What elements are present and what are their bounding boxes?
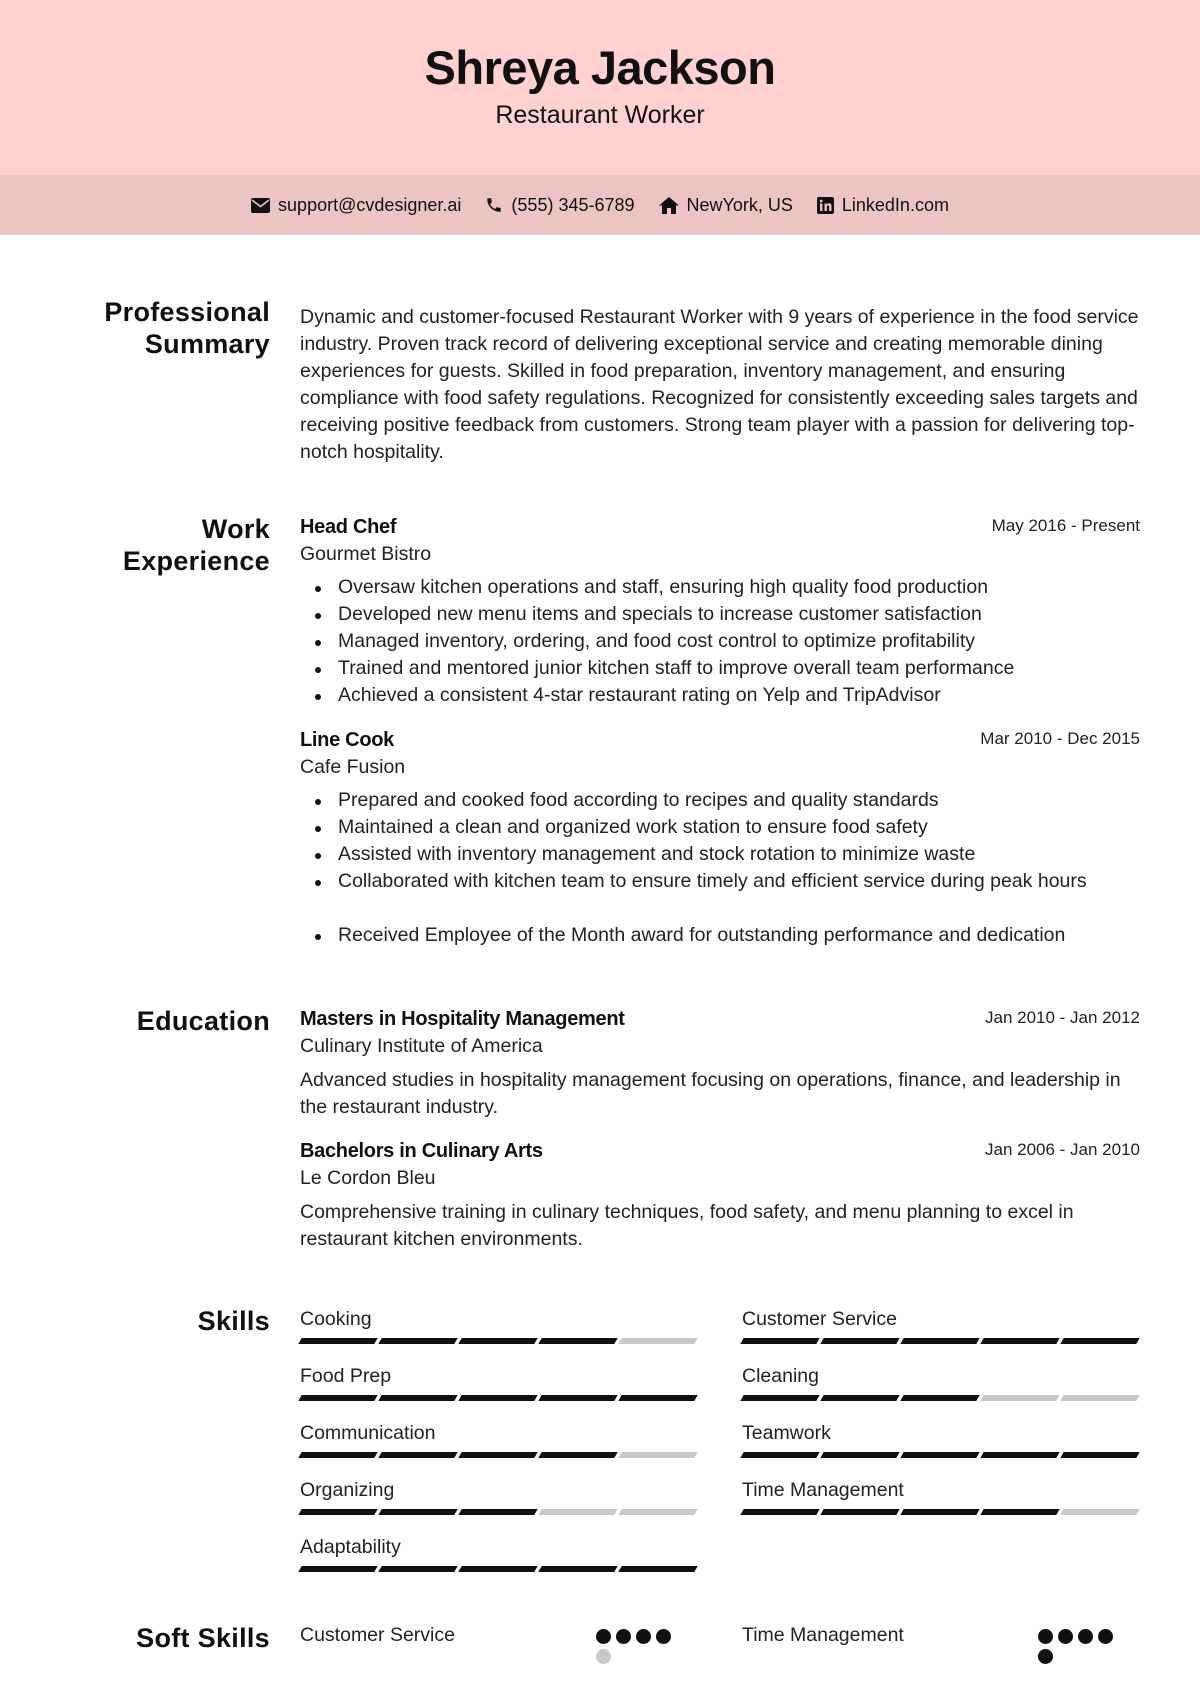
degree-description: Advanced studies in hospitality management focusing on operations, finance, and leadership in the restaurant industry. — [300, 1069, 1121, 1118]
skill-label: Teamwork — [742, 1422, 831, 1444]
job-title: Line Cook — [300, 729, 394, 751]
rating-dot — [656, 1629, 671, 1644]
job-bullets — [300, 574, 1140, 709]
skill-level-bar — [742, 1452, 1138, 1458]
rating-dot — [596, 1629, 611, 1644]
rating-dot — [1038, 1649, 1053, 1664]
section-title-line: Work — [201, 514, 270, 544]
skill-item — [742, 1306, 1138, 1344]
contact-phone[interactable] — [485, 195, 634, 216]
skill-level-segment — [980, 1338, 1059, 1344]
skill-level-bar — [300, 1452, 696, 1458]
education-entry-head — [300, 1138, 1140, 1165]
soft-skill-rating — [596, 1629, 680, 1664]
section-title-education: Education — [136, 1006, 270, 1036]
candidate-title: Restaurant Worker — [495, 101, 705, 129]
skill-level-segment — [458, 1509, 537, 1515]
soft-skill-label: Time Management — [742, 1624, 904, 1646]
linkedin-icon — [817, 197, 834, 214]
skill-level-segment — [378, 1452, 457, 1458]
soft-skill-rating — [1038, 1629, 1122, 1664]
skill-label: Time Management — [742, 1479, 904, 1501]
contact-location-text: NewYork, US — [686, 194, 793, 215]
skill-level-segment — [980, 1395, 1059, 1401]
work-entry-head — [300, 727, 1140, 754]
work-entry — [300, 514, 1140, 709]
skill-level-segment — [538, 1566, 617, 1572]
job-dates: Mar 2010 - Dec 2015 — [980, 729, 1140, 748]
phone-icon — [485, 196, 503, 214]
education-entry-head — [300, 1006, 1140, 1033]
degree-description: Comprehensive training in culinary techniques, food safety, and menu planning to excel in restaurant kitchen environments. — [300, 1201, 1074, 1250]
skill-label: Adaptability — [300, 1536, 401, 1558]
contact-bar — [0, 175, 1200, 235]
home-icon — [659, 197, 679, 214]
skill-label: Food Prep — [300, 1365, 392, 1387]
skill-level-segment — [298, 1338, 377, 1344]
rating-dot — [636, 1629, 651, 1644]
skill-level-segment — [298, 1509, 377, 1515]
job-title: Head Chef — [300, 516, 397, 538]
list-item: Oversaw kitchen operations and staff, ensuring high quality food production — [300, 574, 1140, 601]
skill-level-segment — [900, 1338, 979, 1344]
contact-email-text: support@cvdesigner.ai — [278, 194, 462, 215]
contact-linkedin[interactable] — [817, 195, 949, 216]
company-name: Gourmet Bistro — [300, 543, 432, 565]
skill-level-segment — [298, 1452, 377, 1458]
skill-level-bar — [300, 1338, 696, 1344]
skill-level-bar — [300, 1395, 696, 1401]
skill-level-segment — [1060, 1452, 1139, 1458]
skill-level-bar — [300, 1509, 696, 1515]
skill-level-segment — [820, 1509, 899, 1515]
list-item: Developed new menu items and specials to increase customer satisfaction — [300, 601, 1140, 628]
skill-level-segment — [618, 1395, 697, 1401]
section-title-work — [30, 513, 270, 577]
skill-level-segment — [618, 1566, 697, 1572]
skill-level-bar — [742, 1509, 1138, 1515]
education-entry — [300, 1138, 1140, 1253]
candidate-name: Shreya Jackson — [424, 41, 776, 94]
skill-level-segment — [458, 1566, 537, 1572]
list-item: Maintained a clean and organized work station to ensure food safety — [300, 814, 1140, 841]
skill-item — [300, 1420, 696, 1458]
education-entry — [300, 1006, 1140, 1121]
skill-label: Cleaning — [742, 1365, 819, 1387]
skill-level-segment — [740, 1509, 819, 1515]
degree-title: Bachelors in Culinary Arts — [300, 1140, 543, 1162]
skill-item — [300, 1477, 696, 1515]
skill-level-segment — [538, 1509, 617, 1515]
skill-level-segment — [980, 1509, 1059, 1515]
skill-level-segment — [900, 1452, 979, 1458]
skill-level-segment — [1060, 1509, 1139, 1515]
skill-level-bar — [742, 1338, 1138, 1344]
envelope-icon — [251, 198, 270, 213]
soft-skill-item — [742, 1622, 1138, 1648]
list-item: Assisted with inventory management and stock rotation to minimize waste — [300, 841, 1140, 868]
rating-dot — [1038, 1629, 1053, 1644]
job-dates: May 2016 - Present — [991, 516, 1140, 535]
skill-level-segment — [820, 1395, 899, 1401]
summary-content — [300, 304, 1140, 466]
list-item: Managed inventory, ordering, and food cost control to optimize profitability — [300, 628, 1140, 655]
skill-label: Communication — [300, 1422, 436, 1444]
skill-level-segment — [980, 1452, 1059, 1458]
list-item: Trained and mentored junior kitchen staff to improve overall team performance — [300, 655, 1140, 682]
rating-dot — [596, 1649, 611, 1664]
skill-item — [742, 1420, 1138, 1458]
skill-level-segment — [298, 1566, 377, 1572]
skill-item — [300, 1363, 696, 1401]
soft-skill-label: Customer Service — [300, 1624, 455, 1646]
work-entry-head — [300, 514, 1140, 541]
skill-item — [742, 1363, 1138, 1401]
skill-level-segment — [618, 1452, 697, 1458]
skill-level-bar — [300, 1566, 696, 1572]
work-entry — [300, 727, 1140, 949]
skill-level-segment — [378, 1566, 457, 1572]
skill-level-segment — [378, 1509, 457, 1515]
company-name: Cafe Fusion — [300, 756, 406, 778]
rating-dot — [1078, 1629, 1093, 1644]
section-title-soft-skills: Soft Skills — [136, 1623, 270, 1653]
skill-level-segment — [458, 1395, 537, 1401]
section-title-line: Summary — [144, 329, 270, 359]
list-item: Prepared and cooked food according to recipes and quality standards — [300, 787, 1140, 814]
school-name: Le Cordon Bleu — [300, 1167, 436, 1189]
contact-linkedin-text: LinkedIn.com — [841, 194, 949, 215]
section-title-summary — [30, 296, 270, 360]
skill-level-segment — [1060, 1338, 1139, 1344]
section-title-line: Experience — [122, 546, 270, 576]
rating-dot — [616, 1629, 631, 1644]
rating-dot — [1098, 1629, 1113, 1644]
skill-level-segment — [740, 1395, 819, 1401]
skill-item — [300, 1306, 696, 1344]
skill-level-segment — [820, 1338, 899, 1344]
skill-label: Cooking — [300, 1308, 372, 1330]
summary-text: Dynamic and customer-focused Restaurant Worker with 9 years of experience in the food service industry. Proven track record of delivering exceptional service and creating memorable dining experiences for guests. Skilled in food preparation, inventory management, and ensuring compliance with food safety regulations. Recognized for consistently exceeding sales targets and receiving positive feedback from customers. Strong team player with a passion for delivering top-notch hospitality. — [300, 306, 1139, 463]
skill-item — [300, 1534, 696, 1572]
contact-location — [659, 195, 793, 216]
degree-title: Masters in Hospitality Management — [300, 1008, 625, 1030]
contact-phone-text: (555) 345-6789 — [511, 194, 635, 215]
skill-level-segment — [900, 1509, 979, 1515]
school-name: Culinary Institute of America — [300, 1035, 543, 1057]
contact-email[interactable] — [251, 195, 461, 216]
resume-header — [0, 0, 1200, 175]
job-bullets — [300, 787, 1140, 949]
list-item: Achieved a consistent 4-star restaurant rating on Yelp and TripAdvisor — [300, 682, 1140, 709]
skill-level-segment — [538, 1338, 617, 1344]
skill-level-segment — [538, 1395, 617, 1401]
skill-level-segment — [378, 1338, 457, 1344]
list-item: Collaborated with kitchen team to ensure timely and efficient service during peak hours — [300, 868, 1140, 895]
skill-level-segment — [900, 1395, 979, 1401]
degree-dates: Jan 2010 - Jan 2012 — [984, 1008, 1140, 1027]
list-item: Received Employee of the Month award for outstanding performance and dedication — [300, 922, 1140, 949]
skill-level-segment — [458, 1452, 537, 1458]
skill-label: Organizing — [300, 1479, 395, 1501]
degree-dates: Jan 2006 - Jan 2010 — [984, 1140, 1140, 1159]
skill-level-segment — [740, 1452, 819, 1458]
skill-level-segment — [458, 1338, 537, 1344]
soft-skill-item — [300, 1622, 696, 1648]
skill-level-segment — [1060, 1395, 1139, 1401]
section-title-line: Professional — [104, 297, 270, 327]
skill-level-segment — [378, 1395, 457, 1401]
skill-level-segment — [298, 1395, 377, 1401]
section-title-skills: Skills — [197, 1306, 270, 1336]
skill-level-segment — [820, 1452, 899, 1458]
skill-level-segment — [538, 1452, 617, 1458]
skill-level-segment — [740, 1338, 819, 1344]
skill-level-segment — [618, 1338, 697, 1344]
skill-item — [742, 1477, 1138, 1515]
skill-level-segment — [618, 1509, 697, 1515]
rating-dot — [1058, 1629, 1073, 1644]
skill-level-bar — [742, 1395, 1138, 1401]
skill-label: Customer Service — [742, 1308, 897, 1330]
